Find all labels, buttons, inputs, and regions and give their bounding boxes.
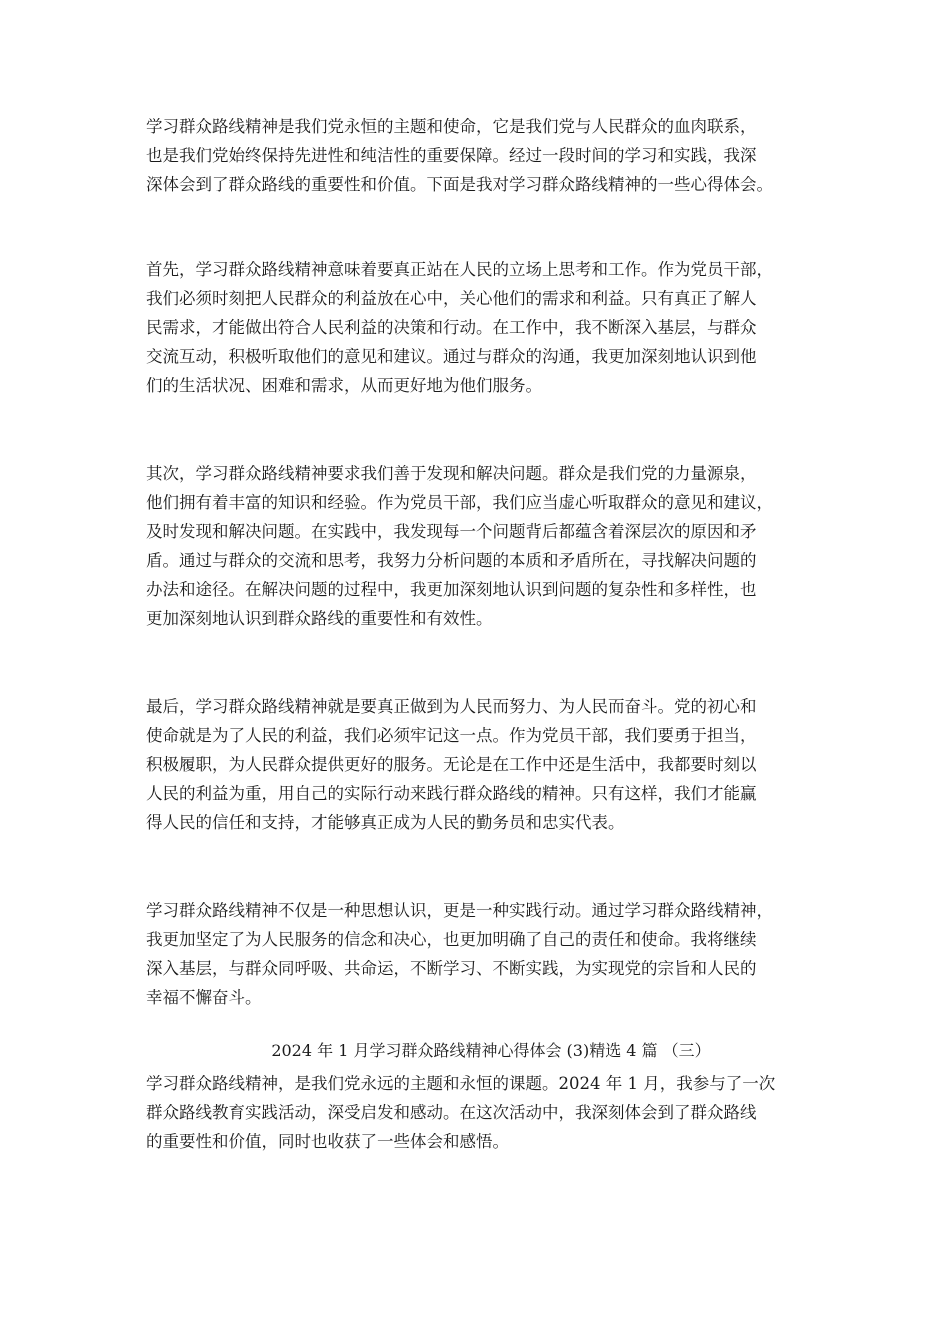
paragraph-conclusion bbox=[146, 896, 836, 1012]
text-line: 深入基层，与群众同呼吸、共命运，不断学习、不断实践，为实现党的宗旨和人民的 bbox=[146, 959, 757, 978]
text-line: 他们拥有着丰富的知识和经验。作为党员干部，我们应当虚心听取群众的意见和建议， bbox=[146, 493, 773, 512]
text-line: 我们必须时刻把人民群众的利益放在心中，关心他们的需求和利益。只有真正了解人 bbox=[146, 289, 757, 308]
text-line: 也是我们党始终保持先进性和纯洁性的重要保障。经过一段时间的学习和实践，我深 bbox=[146, 146, 757, 165]
paragraph-section-three bbox=[146, 1069, 836, 1156]
paragraph-intro bbox=[146, 112, 836, 199]
text-line: 们的生活状况、困难和需求，从而更好地为他们服务。 bbox=[146, 376, 542, 395]
paragraph-first bbox=[146, 255, 836, 400]
paragraph-second bbox=[146, 459, 836, 633]
text-line: 及时发现和解决问题。在实践中，我发现每一个问题背后都蕴含着深层次的原因和矛 bbox=[146, 522, 757, 541]
section-heading: 2024 年 1 月学习群众路线精神心得体会 (3)精选 4 篇 （三） bbox=[271, 1041, 711, 1060]
text-line: 学习群众路线精神，是我们党永远的主题和永恒的课题。2024 年 1 月，我参与了一次 bbox=[146, 1074, 776, 1093]
text-line: 积极履职，为人民群众提供更好的服务。无论是在工作中还是生活中，我都要时刻以 bbox=[146, 755, 757, 774]
text-line: 学习群众路线精神不仅是一种思想认识，更是一种实践行动。通过学习群众路线精神， bbox=[146, 901, 773, 920]
text-line: 首先，学习群众路线精神意味着要真正站在人民的立场上思考和工作。作为党员干部， bbox=[146, 260, 773, 279]
text-line: 盾。通过与群众的交流和思考，我努力分析问题的本质和矛盾所在，寻找解决问题的 bbox=[146, 551, 757, 570]
text-line: 交流互动，积极听取他们的意见和建议。通过与群众的沟通，我更加深刻地认识到他 bbox=[146, 347, 757, 366]
text-line: 民需求，才能做出符合人民利益的决策和行动。在工作中，我不断深入基层，与群众 bbox=[146, 318, 757, 337]
text-line: 群众路线教育实践活动，深受启发和感动。在这次活动中，我深刻体会到了群众路线 bbox=[146, 1103, 757, 1122]
text-line: 其次，学习群众路线精神要求我们善于发现和解决问题。群众是我们党的力量源泉， bbox=[146, 464, 757, 483]
text-line: 的重要性和价值，同时也收获了一些体会和感悟。 bbox=[146, 1132, 509, 1151]
text-line: 得人民的信任和支持，才能够真正成为人民的勤务员和忠实代表。 bbox=[146, 813, 625, 832]
text-line: 更加深刻地认识到群众路线的重要性和有效性。 bbox=[146, 609, 493, 628]
paragraph-last bbox=[146, 692, 836, 837]
text-line: 人民的利益为重，用自己的实际行动来践行群众路线的精神。只有这样，我们才能赢 bbox=[146, 784, 757, 803]
text-line: 我更加坚定了为人民服务的信念和决心，也更加明确了自己的责任和使命。我将继续 bbox=[146, 930, 757, 949]
text-line: 深体会到了群众路线的重要性和价值。下面是我对学习群众路线精神的一些心得体会。 bbox=[146, 175, 773, 194]
text-line: 幸福不懈奋斗。 bbox=[146, 988, 262, 1007]
text-line: 办法和途径。在解决问题的过程中，我更加深刻地认识到问题的复杂性和多样性，也 bbox=[146, 580, 757, 599]
text-line: 最后，学习群众路线精神就是要真正做到为人民而努力、为人民而奋斗。党的初心和 bbox=[146, 697, 757, 716]
text-line: 学习群众路线精神是我们党永恒的主题和使命，它是我们党与人民群众的血肉联系， bbox=[146, 117, 757, 136]
text-line: 使命就是为了人民的利益，我们必须牢记这一点。作为党员干部，我们要勇于担当， bbox=[146, 726, 757, 745]
